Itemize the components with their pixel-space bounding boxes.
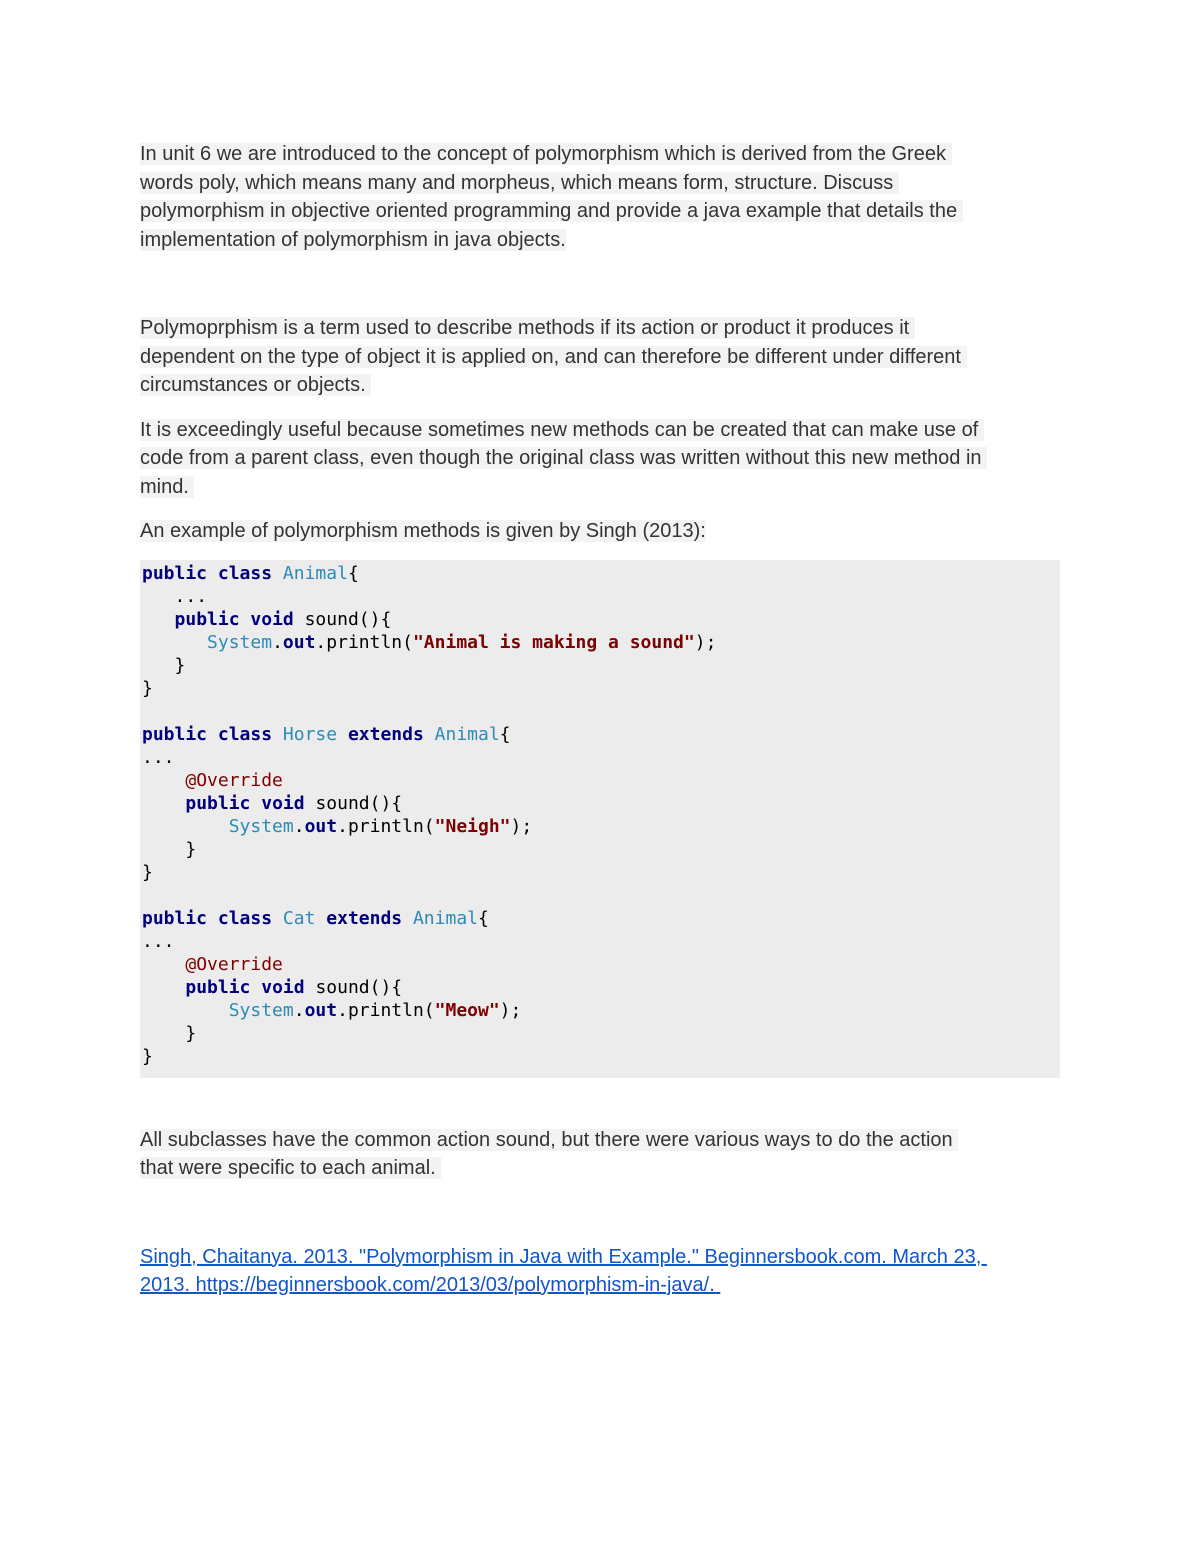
code-line: public void sound(){ [185, 792, 403, 814]
question-paragraph [140, 140, 1060, 254]
reference-line[interactable]: Singh, Chaitanya. 2013. "Polymorphism in Java with Example." Beginnersbook.com. March 23, [140, 1245, 987, 1268]
code-line: public void sound(){ [185, 976, 403, 998]
example-intro-paragraph [140, 517, 1060, 546]
code-line: } [142, 654, 186, 676]
code-line: ... [142, 930, 175, 952]
question-line: words poly, which means many and morpheus, which means form, structure. Discuss [140, 171, 899, 194]
usefulness-line: mind. [140, 475, 195, 498]
summary-line: All subclasses have the common action sound, but there were various ways to do the action [140, 1128, 959, 1151]
usefulness-line: code from a parent class, even though the original class was written without this new method in [140, 447, 988, 469]
code-line: @Override [185, 953, 283, 975]
code-line: } [142, 861, 153, 883]
code-line [142, 700, 1060, 723]
code-line: System.out.println("Neigh"); [228, 815, 533, 837]
summary-line: that were specific to each animal. [140, 1157, 442, 1179]
definition-line: dependent on the type of object it is applied on, and can therefore be different under different [140, 345, 967, 368]
reference-link[interactable] [140, 1243, 1060, 1300]
code-line: public void sound(){ [174, 608, 392, 630]
code-line: public class Cat extends Animal{ [142, 907, 489, 929]
definition-line: circumstances or objects. [140, 374, 372, 396]
question-line: implementation of polymorphism in java objects. [140, 228, 566, 251]
summary-paragraph [140, 1126, 1060, 1183]
question-line: polymorphism in objective oriented programming and provide a java example that details the [140, 200, 963, 222]
definition-paragraph [140, 314, 1060, 400]
definition-line: Polymoprphism is a term used to describe methods if its action or product it produces it [140, 317, 915, 339]
code-line: ... [142, 746, 175, 768]
code-line: System.out.println("Animal is making a sound"); [207, 631, 717, 653]
code-line: System.out.println("Meow"); [228, 999, 522, 1021]
code-line: ... [174, 585, 208, 607]
question-line: In unit 6 we are introduced to the concept of polymorphism which is derived from the Greek [140, 143, 952, 165]
code-block [140, 560, 1060, 1078]
reference-line[interactable]: 2013. https://beginnersbook.com/2013/03/polymorphism-in-java/. [140, 1274, 721, 1296]
usefulness-line: It is exceedingly useful because sometimes new methods can be created that can make use of [140, 418, 984, 441]
code-line: @Override [185, 769, 283, 791]
code-line: } [142, 838, 197, 860]
document-page [140, 140, 1060, 1300]
example-intro-line: An example of polymorphism methods is given by Singh (2013): [140, 520, 706, 542]
usefulness-paragraph [140, 416, 1060, 502]
code-line [142, 884, 1060, 907]
code-line: } [142, 1022, 197, 1044]
code-line: } [142, 677, 153, 699]
code-line: } [142, 1045, 153, 1067]
code-line: public class Horse extends Animal{ [142, 723, 511, 745]
code-line: public class Animal{ [142, 562, 359, 584]
